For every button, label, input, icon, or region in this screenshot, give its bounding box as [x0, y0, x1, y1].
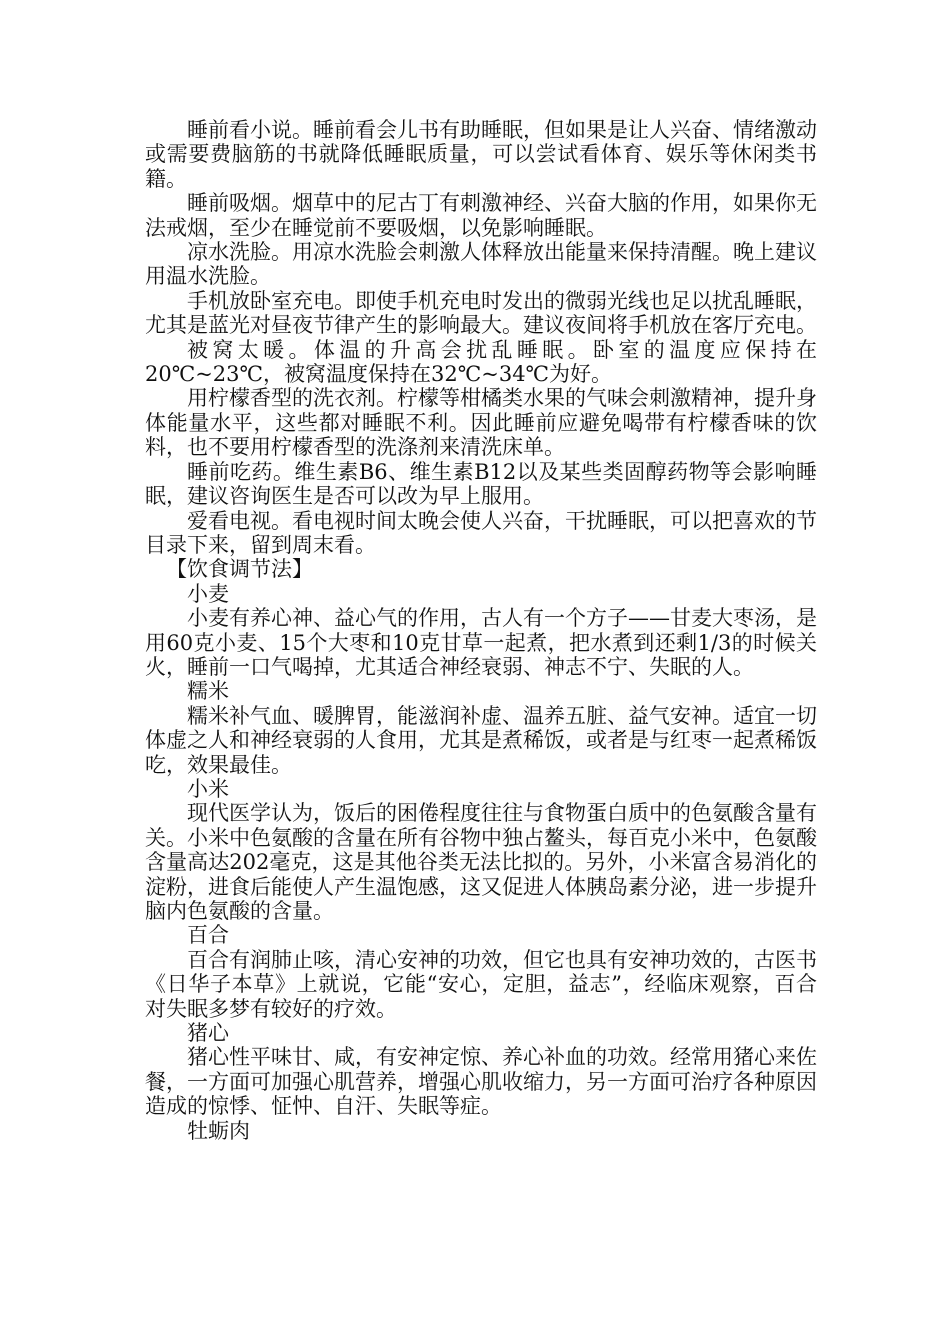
- paragraph: 凉水洗脸。用凉水洗脸会刺激人体释放出能量来保持清醒。晚上建议用温水洗脸。: [145, 240, 817, 289]
- paragraph: 睡前吸烟。烟草中的尼古丁有刺激神经、兴奋大脑的作用，如果你无法戒烟，至少在睡觉前不要吸烟，以免影响睡眠。: [145, 191, 817, 240]
- paragraph: 猪心性平味甘、咸，有安神定惊、养心补血的功效。经常用猪心来佐餐，一方面可加强心肌营养，增强心肌收缩力，另一方面可治疗各种原因造成的惊悸、怔忡、自汗、失眠等症。: [145, 1045, 817, 1119]
- paragraph: 现代医学认为，饭后的困倦程度往往与食物蛋白质中的色氨酸含量有关。小米中色氨酸的含量在所有谷物中独占鳌头，每百克小米中，色氨酸含量高达202毫克，这是其他谷类无法比拟的。另外，小米富含易消化的淀粉，进食后能使人产生温饱感，这又促进人体胰岛素分泌，进一步提升脑内色氨酸的含量。: [145, 801, 817, 923]
- paragraph: 小麦有养心神、益心气的作用，古人有一个方子——甘麦大枣汤，是用60克小麦、15个大枣和10克甘草一起煮，把水煮到还剩1/3的时候关火，睡前一口气喝掉，尤其适合神经衰弱、神志不宁、失眠的人。: [145, 606, 817, 679]
- section-heading: 【饮食调节法】: [166, 557, 313, 582]
- food-title: 百合: [187, 923, 229, 948]
- paragraph: 被窝太暖。体温的升高会扰乱睡眠。卧室的温度应保持在20℃~23℃，被窝温度保持在32℃~34℃为好。: [145, 337, 817, 387]
- food-title: 糯米: [187, 679, 229, 704]
- paragraph: 睡前看小说。睡前看会儿书有助睡眠，但如果是让人兴奋、情绪激动或需要费脑筋的书就降低睡眠质量，可以尝试看体育、娱乐等休闲类书籍。: [145, 118, 817, 191]
- document-page: [145, 118, 817, 1143]
- food-title: 猪心: [187, 1021, 229, 1046]
- paragraph: 手机放卧室充电。即使手机充电时发出的微弱光线也足以扰乱睡眠，尤其是蓝光对昼夜节律产生的影响最大。建议夜间将手机放在客厅充电。: [145, 288, 817, 338]
- paragraph: 百合有润肺止咳，清心安神的功效，但它也具有安神功效的，古医书《日华子本草》上就说，它能“安心，定胆，益志”，经临床观察，百合对失眠多梦有较好的疗效。: [145, 947, 817, 1021]
- food-title: 小麦: [187, 581, 229, 606]
- paragraph: 糯米补气血、暖脾胃，能滋润补虚、温养五脏、益气安神。适宜一切体虚之人和神经衰弱的人食用，尤其是煮稀饭，或者是与红枣一起煮稀饭吃，效果最佳。: [145, 703, 817, 777]
- paragraph: 爱看电视。看电视时间太晚会使人兴奋，干扰睡眠，可以把喜欢的节目录下来，留到周末看。: [145, 508, 817, 557]
- food-title: 牡蛎肉: [187, 1118, 250, 1143]
- food-title: 小米: [187, 776, 229, 801]
- paragraph: 用柠檬香型的洗衣剂。柠檬等柑橘类水果的气味会刺激精神，提升身体能量水平，这些都对睡眠不利。因此睡前应避免喝带有柠檬香味的饮料，也不要用柠檬香型的洗涤剂来清洗床单。: [145, 386, 817, 460]
- paragraph: 睡前吃药。维生素B6、维生素B12以及某些类固醇药物等会影响睡眠，建议咨询医生是否可以改为早上服用。: [145, 459, 817, 509]
